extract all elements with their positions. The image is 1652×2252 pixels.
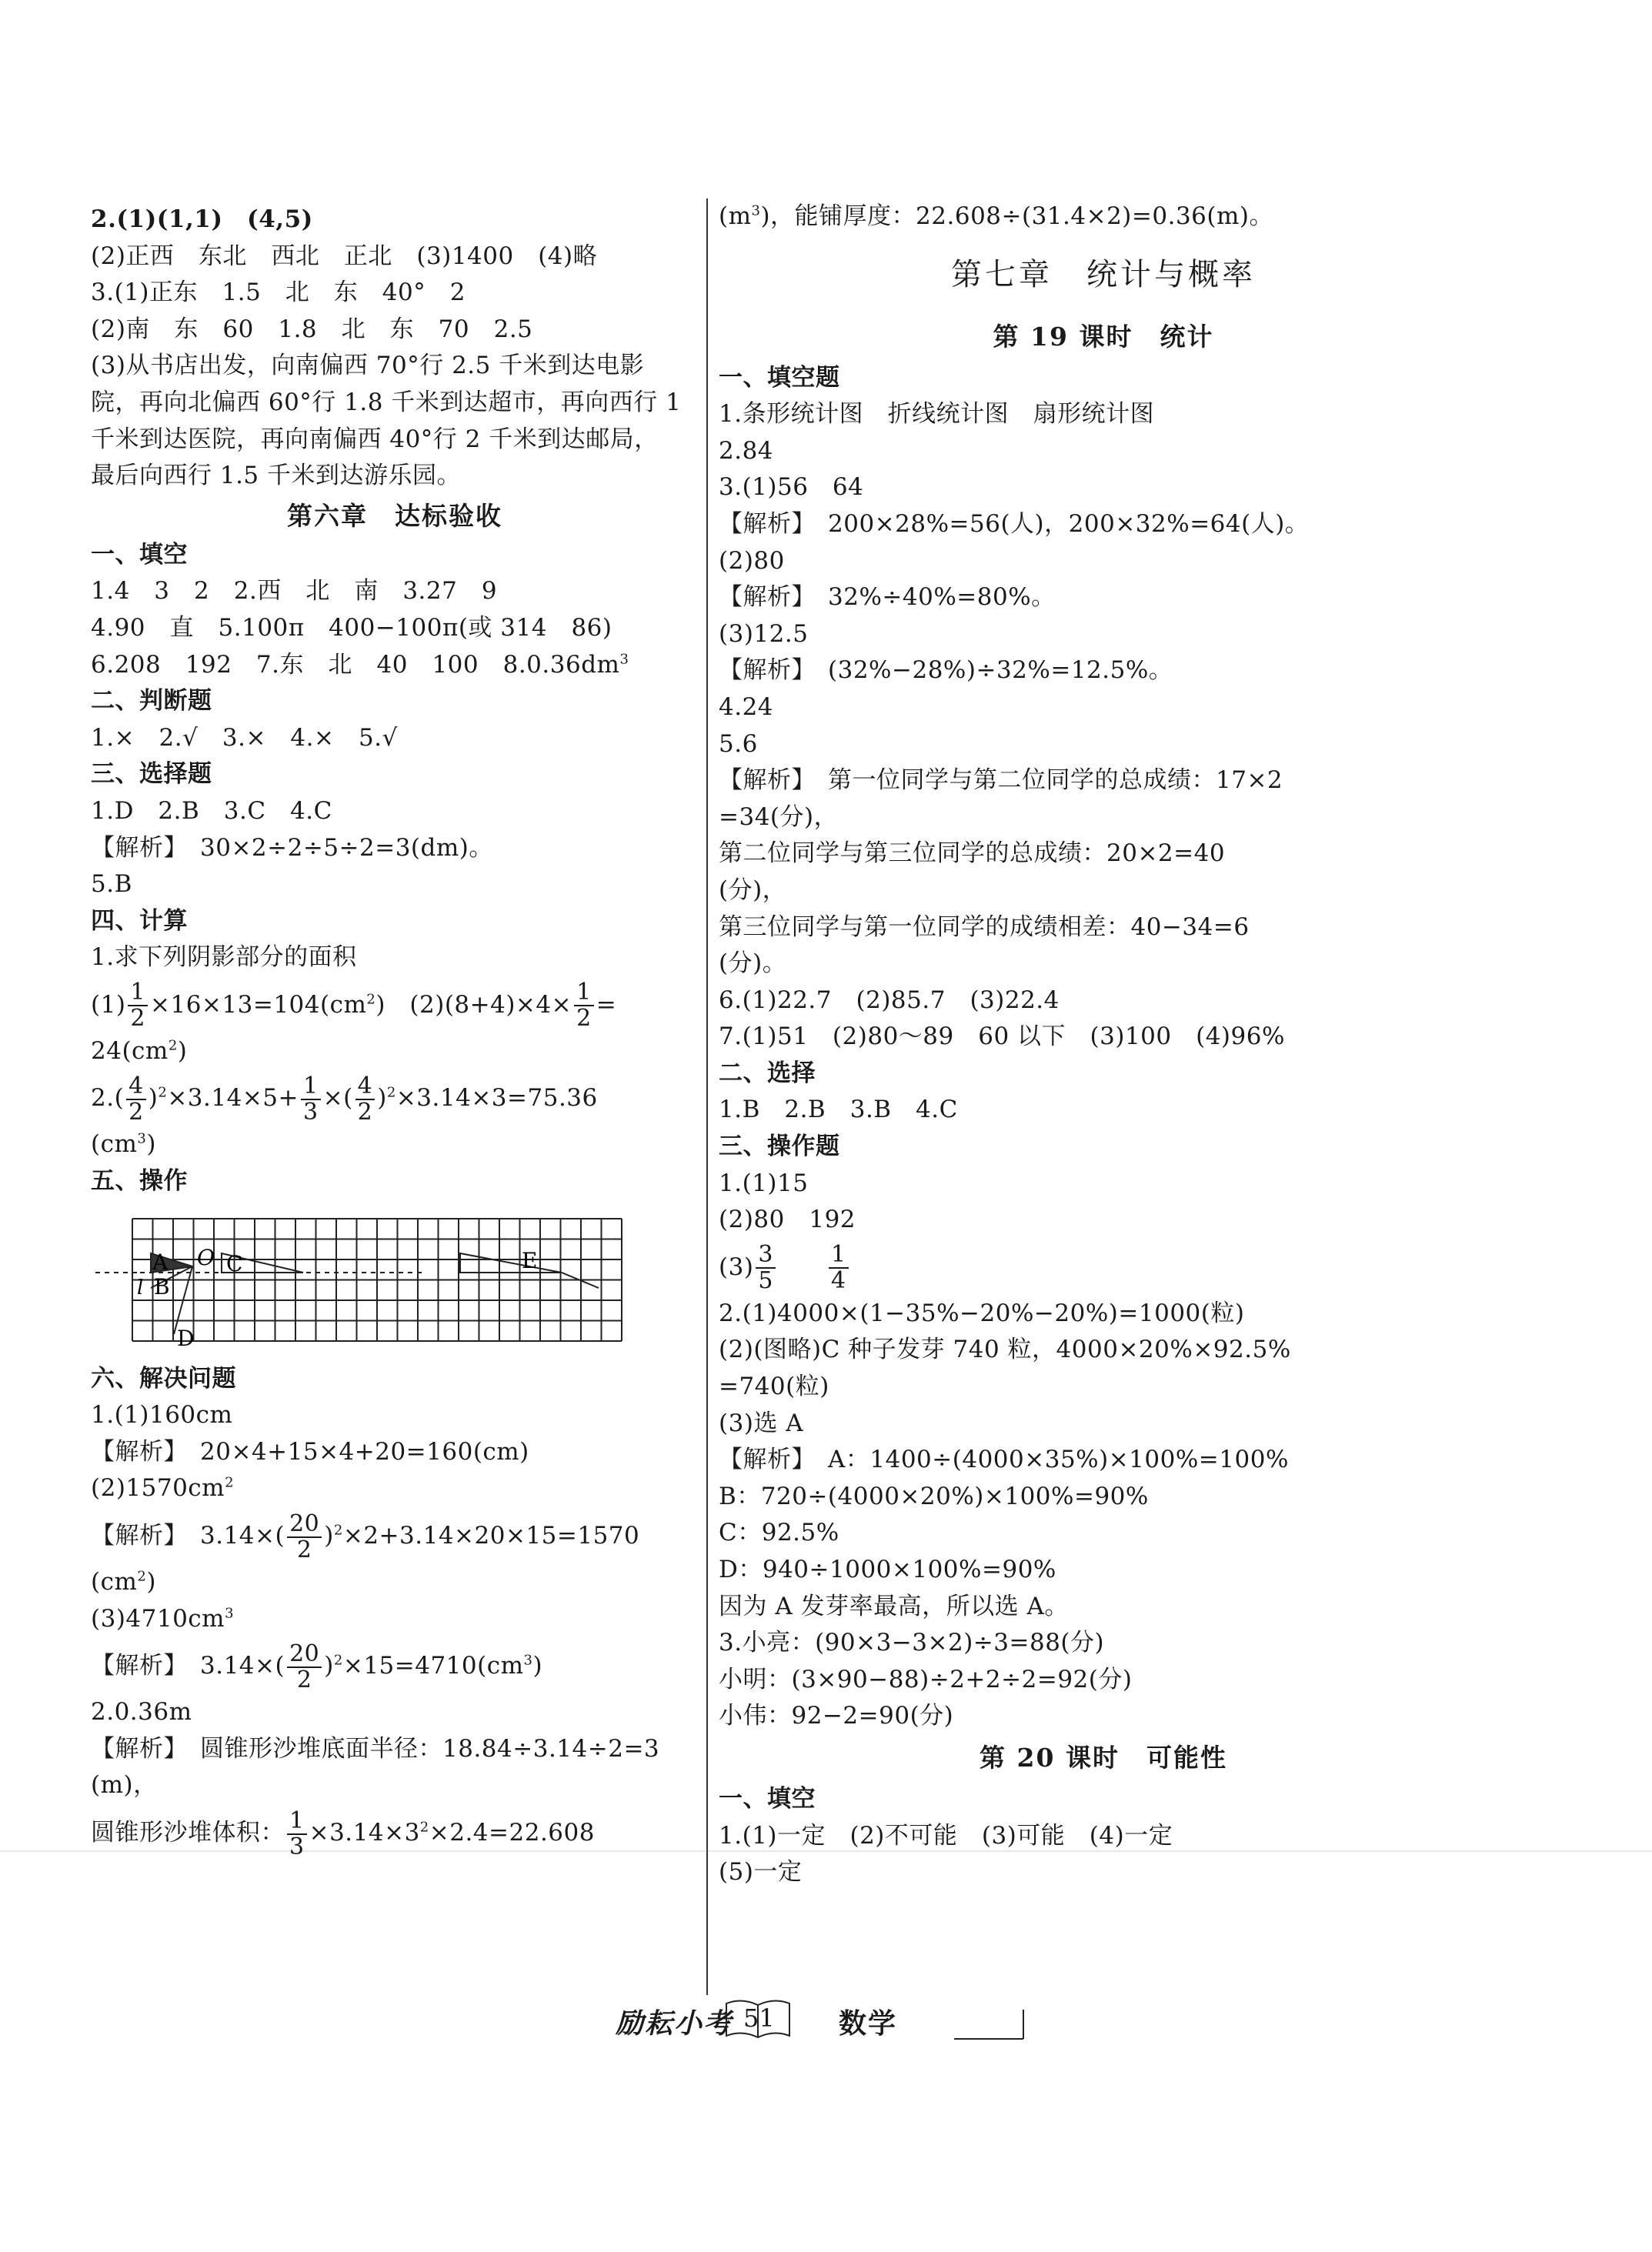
text-line: $(cm^3)$ xyxy=(91,1130,156,1159)
text-line: =740(粒) xyxy=(719,1373,829,1401)
text-line: 2.0.36m xyxy=(91,1698,192,1727)
text-line: 6.208 192 7.东 北 40 100 $8.0.36dm^3$ xyxy=(91,650,629,679)
subsection-title: 三、选择题 xyxy=(91,760,212,789)
subsection-title: 三、操作题 xyxy=(719,1133,840,1161)
text-line: 小明：(3×90−88)÷2+2÷2=92(分) xyxy=(719,1665,1133,1693)
text-line: 【解析】 (32%−28%)÷32%=12.5%。 xyxy=(719,656,1173,685)
footer-bracket xyxy=(908,2002,1031,2040)
page-footer xyxy=(608,1994,1054,2040)
text-line: 6.(1)22.7 (2)85.7 (3)22.4 xyxy=(719,986,1060,1014)
text-line: 1.(1)160cm xyxy=(91,1401,233,1430)
text-line: (2)80 192 xyxy=(719,1206,856,1234)
lesson-title: 第 20 课时 可能性 xyxy=(980,1742,1227,1773)
text-line: 7.(1)51 (2)80～89 60 以下 (3)100 (4)96% xyxy=(719,1023,1285,1051)
formula-line: (1) $\frac{1}{2}$ $\times 16\times 13=104(cm^2)$ (2)(8+4)×4× $\frac{1}{2}$ = xyxy=(91,979,617,1033)
grid-diagram xyxy=(91,1211,699,1353)
text-line: (2)(图略)C 种子发芽 740 粒，4000×20%×92.5% xyxy=(719,1336,1291,1364)
subsection-title: 一、填空 xyxy=(719,1784,816,1813)
label-o: O xyxy=(197,1244,215,1270)
subject-name: 数学 xyxy=(839,2007,898,2040)
text-line: 1.B 2.B 3.B 4.C xyxy=(719,1096,958,1124)
text-line: 【解析】 200×28%=56(人)，200×32%=64(人)。 xyxy=(719,509,1310,538)
grid-figure xyxy=(91,1211,699,1353)
text-line: (分)， xyxy=(719,876,787,904)
text-line: 【解析】 20×4+15×4+20=160(cm) xyxy=(91,1437,529,1466)
triangle-e xyxy=(460,1253,562,1273)
text-line: 1.D 2.B 3.C 4.C xyxy=(91,796,332,825)
text-line: 1.条形统计图 折线统计图 扇形统计图 xyxy=(719,400,1155,429)
text-line: 【解析】 30×2÷2÷5÷2=3(dm)。 xyxy=(91,833,493,862)
column-divider xyxy=(706,199,708,1995)
text-line: 2.84 xyxy=(719,436,774,465)
subsection-title: 二、判断题 xyxy=(91,687,212,716)
text-line: $24(cm^2)$ xyxy=(91,1036,188,1065)
text-line: $(3)4710cm^3$ xyxy=(91,1604,235,1633)
text-line: 第二位同学与第三位同学的总成绩：20×2=40 xyxy=(719,839,1226,868)
subsection-title: 六、解决问题 xyxy=(91,1364,236,1393)
subsection-title: 二、选择 xyxy=(719,1059,816,1087)
label-b: B xyxy=(154,1273,170,1299)
text-line: (3)选 A xyxy=(719,1409,804,1437)
text-line: 3.(1)正东 1.5 北 东 40° 2 xyxy=(91,279,466,307)
text-line: 1.4 3 2 2.西 北 南 3.27 9 xyxy=(91,577,498,606)
text-line: 4.90 直 5.100π 400−100π(或 314 86) xyxy=(91,613,612,642)
text-line: 小伟：92−2=90(分) xyxy=(719,1702,954,1730)
text-line: 2.(1)4000×(1−35%−20%−20%)=1000(粒) xyxy=(719,1299,1245,1327)
lesson-title: 第 19 课时 统计 xyxy=(993,321,1214,352)
subsection-title: 一、填空 xyxy=(91,540,188,569)
text-line: 第三位同学与第一位同学的成绩相差：40−34=6 xyxy=(719,912,1250,941)
fraction: $\frac{1}{4}$ xyxy=(829,1243,849,1293)
text-line: (3)从书店出发，向南偏西 70°行 2.5 千米到达电影 xyxy=(91,352,645,380)
text-line: 【解析】 第一位同学与第二位同学的总成绩：17×2 xyxy=(719,766,1283,795)
text-line: (2)正西 东北 西北 正北 (3)1400 (4)略 xyxy=(91,242,598,270)
grid-lines xyxy=(132,1219,622,1341)
page-number: 51 xyxy=(743,2003,775,2033)
text-line: 【解析】 圆锥形沙堆底面半径：18.84÷3.14÷2=3 xyxy=(91,1734,660,1763)
fraction: $\frac{1}{3}$ xyxy=(301,1074,321,1125)
label-e: E xyxy=(522,1247,538,1273)
text-line: 1.(1)一定 (2)不可能 (3)可能 (4)一定 xyxy=(719,1821,1173,1850)
label-a: A xyxy=(152,1249,169,1275)
text-line: 2.(1)(1,1) (4,5) xyxy=(91,205,313,233)
brand-name: 励耘小考 xyxy=(616,2007,733,2040)
section-heading-ch6: 第六章 达标验收 xyxy=(287,500,502,531)
fraction: $\frac{4}{2}$ xyxy=(126,1074,146,1125)
text-line: 1.(1)15 xyxy=(719,1169,809,1197)
text-line: 3.小亮：(90×3−3×2)÷3=88(分) xyxy=(719,1629,1105,1657)
text-line: $(cm^2)$ xyxy=(91,1568,156,1596)
formula-line: (3) $\frac{3}{5}$ $\frac{1}{4}$ xyxy=(719,1239,1488,1296)
text-line: (2)南 东 60 1.8 北 东 70 2.5 xyxy=(91,315,533,343)
text-line: 1.求下列阴影部分的面积 xyxy=(91,943,357,972)
text-line: (2)80 xyxy=(719,546,785,575)
text-line: 3.(1)56 64 xyxy=(719,473,864,502)
fraction: $\frac{20}{2}$ xyxy=(287,1512,322,1563)
subsection-title: 四、计算 xyxy=(91,906,188,935)
text-line: 千米到达医院，再向南偏西 40°行 2 千米到达邮局， xyxy=(91,425,659,453)
subsection-title: 五、操作 xyxy=(91,1167,188,1196)
text-line: 1.× 2.√ 3.× 4.× 5.√ xyxy=(91,723,398,752)
text-line: 【解析】 32%÷40%=80%。 xyxy=(719,583,1056,612)
formula-line: 2.( $\frac{4}{2}$ )$^2$×3.14×5+ $\frac{1}{3}$ ×( $\frac{4}{2}$ )$^2$×3.14×3=75.36 xyxy=(91,1072,598,1126)
text-line: (5)一定 xyxy=(719,1858,803,1887)
text-line: B：720÷(4000×20%)×100%=90% xyxy=(719,1482,1149,1510)
text-line: (分)。 xyxy=(719,949,787,978)
text-line: (3)12.5 xyxy=(719,619,809,648)
text-line: D：940÷1000×100%=90% xyxy=(719,1556,1056,1583)
label-c: C xyxy=(226,1250,243,1276)
text-line: 最后向西行 1.5 千米到达游乐园。 xyxy=(91,462,462,490)
text-line: $(m^3)$，能铺厚度：22.608÷(31.4×2)=0.36(m)。 xyxy=(719,202,1273,230)
fraction: $\frac{1}{2}$ xyxy=(128,980,148,1031)
formula-line: 【解析】 3.14×( $\frac{20}{2}$ )$^2\times 15=4710(cm^3)$ xyxy=(91,1640,543,1693)
fraction: $\frac{4}{2}$ xyxy=(355,1074,375,1125)
text-line: $(2)1570cm^2$ xyxy=(91,1474,235,1503)
text-line: 4.24 xyxy=(719,692,774,721)
text-line: 5.B xyxy=(91,870,132,899)
left-column xyxy=(91,202,699,1861)
fraction: $\frac{3}{5}$ xyxy=(756,1243,776,1293)
fraction: $\frac{20}{2}$ xyxy=(287,1642,322,1693)
text-line: =34(分)， xyxy=(719,802,839,831)
fraction: $\frac{1}{2}$ xyxy=(574,980,594,1031)
text-line: 因为 A 发芽率最高，所以选 A。 xyxy=(719,1592,1069,1620)
chapter-title: 第七章 统计与概率 xyxy=(951,256,1256,292)
text-line: 院，再向北偏西 60°行 1.8 千米到达超市，再向西行 1 xyxy=(91,388,682,416)
text-line: 【解析】 A：1400÷(4000×35%)×100%=100% xyxy=(719,1446,1289,1474)
label-d: D xyxy=(177,1325,195,1351)
text-line: C：92.5% xyxy=(719,1519,839,1547)
label-l: l xyxy=(137,1276,144,1299)
fraction: $\frac{1}{3}$ xyxy=(287,1809,307,1860)
subsection-title: 一、填空题 xyxy=(719,363,840,392)
text-line: (m)， xyxy=(91,1771,158,1800)
text-line: 5.6 xyxy=(719,729,758,758)
formula-line: 圆锥形沙堆体积： $\frac{1}{3}$ $\times 3.14\times 3^2\times 2.4=22.608$ xyxy=(91,1807,595,1860)
formula-line: 【解析】 3.14×( $\frac{20}{2}$ )$^2$×2+3.14×20×15=1570 xyxy=(91,1510,640,1563)
right-column xyxy=(719,199,1488,1891)
